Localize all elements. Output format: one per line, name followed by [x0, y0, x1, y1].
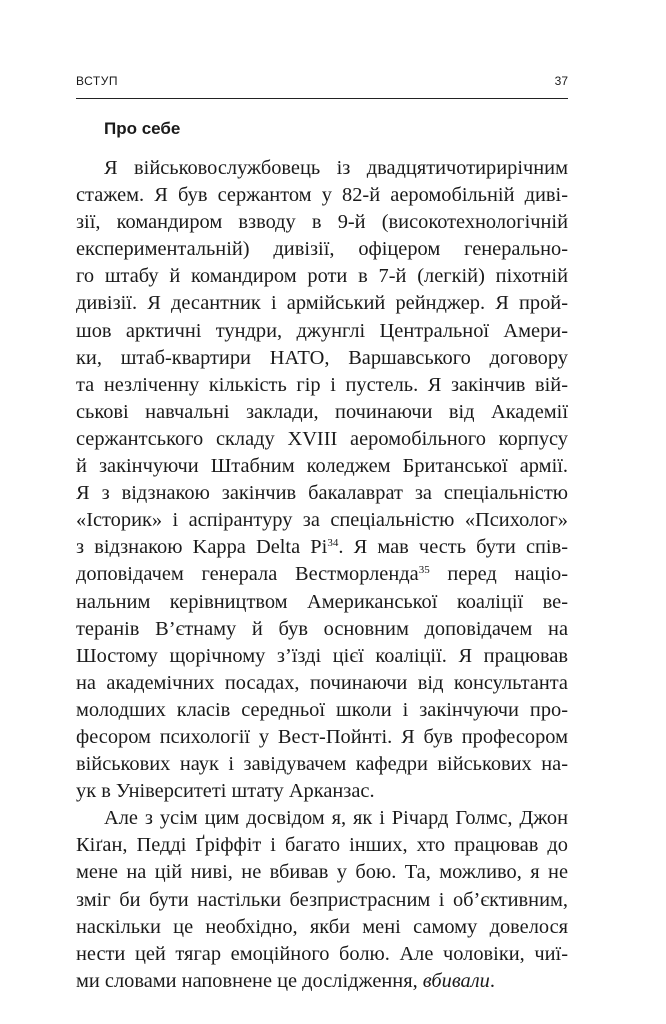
text-line: теранів В’єтнаму й був основним доповідачем на — [76, 617, 568, 640]
text-line: мене на цій ниві, не вбивав у бою. Та, можливо, я не — [76, 861, 568, 884]
text-fragment: з відзнакою Kappa Delta Pi — [76, 536, 328, 559]
text-line: наскільки це необхідно, якби мені самому довелося — [76, 915, 568, 938]
text-line: зії, командиром взводу в 9-й (високотехнологічній — [76, 211, 568, 234]
text-fragment: . Я мав честь бути спів- — [338, 536, 568, 559]
section-heading: Про себе — [104, 119, 181, 138]
text-line: експериментальній) дивізії, офіцером генерально- — [76, 238, 568, 261]
footnote-marker-34[interactable]: 34 — [327, 537, 339, 550]
text-fragment: . — [489, 969, 495, 992]
text-line-with-footnote — [76, 534, 568, 561]
text-line: Я з відзнакою закінчив бакалаврат за спеціальністю — [76, 482, 568, 505]
text-line: нальним керівництвом Американської коаліції ве- — [76, 590, 568, 613]
emphasis: вбивали — [422, 969, 490, 992]
text-line: «Історик» і аспірантуру за спеціальністю «Психолог» — [76, 509, 568, 532]
text-line: го штабу й командиром роти в 7-й (легкій) піхотній — [76, 265, 568, 288]
header-rule — [76, 98, 568, 99]
text-line: стажем. Я був сержантом у 82-й аеромобільній диві- — [76, 184, 568, 207]
text-line: шов арктичні тундри, джунглі Центральної Амери- — [76, 319, 568, 342]
body-text — [76, 155, 568, 995]
text-line: ськові навчальні заклади, починаючи від Академії — [76, 400, 568, 423]
running-title: ВСТУП — [76, 74, 118, 88]
text-fragment: доповідачем генерала Вестморленда — [76, 563, 419, 586]
footnote-marker-35[interactable]: 35 — [418, 564, 430, 577]
text-line: дивізії. Я десантник і армійський рейнджер. Я прой- — [76, 292, 568, 315]
text-line-with-emphasis — [76, 968, 568, 995]
text-line-with-footnote — [76, 561, 568, 588]
text-line: сержантського складу XVIII аеромобільного корпусу — [76, 427, 568, 450]
text-line: зміг би бути настільки безпристрасним і об’єктивним, — [76, 888, 568, 911]
text-line: Але з усім цим досвідом я, як і Річард Голмс, Джон — [104, 807, 568, 830]
running-head — [76, 74, 568, 94]
paragraph-2 — [76, 805, 568, 995]
text-line: та незліченну кількість гір і пустель. Я закінчив вій- — [76, 373, 568, 396]
text-line: й закінчуючи Штабним коледжем Британської армії. — [76, 455, 568, 478]
text-line: на академічних посадах, починаючи від консультанта — [76, 671, 568, 694]
text-line: Кіґан, Педді Ґріффіт і багато інших, хто працював до — [76, 834, 568, 857]
text-line: молодших класів середньої школи і закінчуючи про- — [76, 698, 568, 721]
text-line: фесором психології у Вест-Пойнті. Я був професором — [76, 725, 568, 748]
text-line: ки, штаб-квартири НАТО, Варшавського договору — [76, 346, 568, 369]
text-line: нести цей тягар емоційного болю. Але чоловіки, чиї- — [76, 942, 568, 965]
paragraph-1 — [76, 155, 568, 805]
text-line: Я військовослужбовець із двадцятичотирирічним — [104, 157, 568, 179]
text-fragment: ми словами наповнене це дослідження, — [76, 969, 423, 992]
text-fragment: перед націо- — [429, 563, 568, 586]
text-line: Шостому щорічному з’їзді цієї коаліції. Я працював — [76, 644, 568, 667]
text-line: військових наук і завідувачем кафедри військових на- — [76, 753, 568, 776]
page-number: 37 — [554, 74, 568, 88]
text-line: ук в Університеті штату Арканзас. — [76, 780, 375, 803]
